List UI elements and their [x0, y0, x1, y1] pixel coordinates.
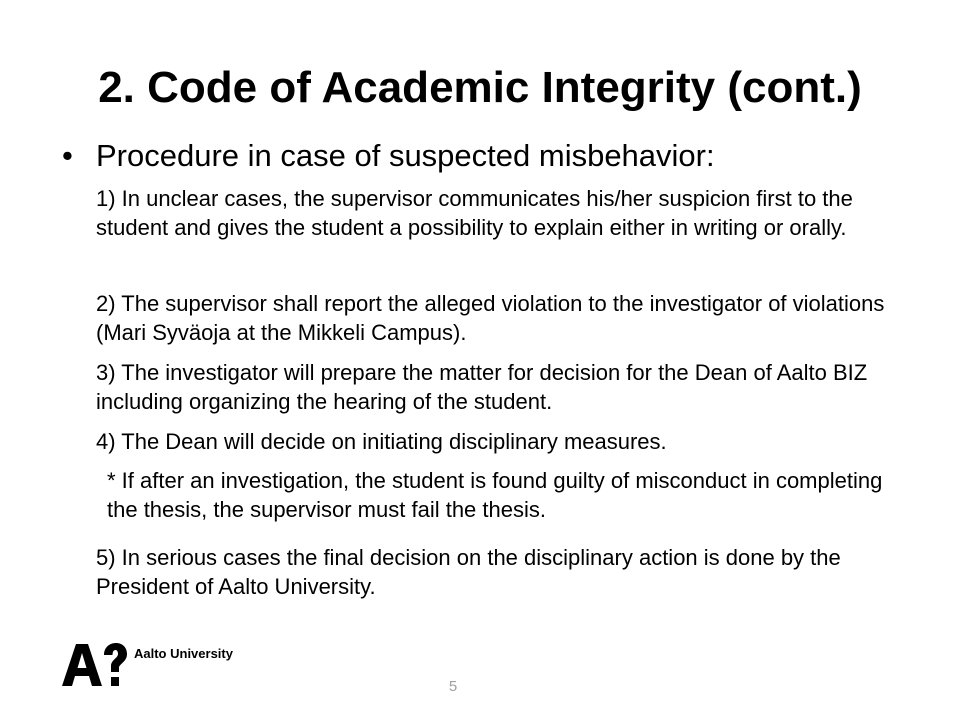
step-note: * If after an investigation, the student is found guilty of misconduct in completing the thesis, the supervisor must fail the thesis. [107, 468, 883, 522]
slide-title: 2. Code of Academic Integrity (cont.) [98, 63, 862, 112]
step-4: 4) The Dean will decide on initiating disciplinary measures. [96, 429, 667, 454]
step-3: 3) The investigator will prepare the matter for decision for the Dean of Aalto BIZ including organizing the hearing of the student. [96, 360, 868, 414]
bullet-icon: • [62, 138, 73, 173]
step-2: 2) The supervisor shall report the alleged violation to the investigator of violations (Mari Syväoja at the Mikkeli Campus). [96, 291, 885, 345]
logo-text: Aalto University [134, 646, 233, 661]
step-5: 5) In serious cases the final decision on the disciplinary action is done by the President of Aalto University. [96, 545, 841, 599]
step-1: 1) In unclear cases, the supervisor communicates his/her suspicion first to the student and gives the student a possibility to explain either in writing or orally. [96, 186, 853, 240]
bullet-heading-text: Procedure in case of suspected misbehavior: [96, 138, 715, 173]
bullet-heading [62, 136, 715, 176]
page-number: 5 [448, 678, 458, 695]
